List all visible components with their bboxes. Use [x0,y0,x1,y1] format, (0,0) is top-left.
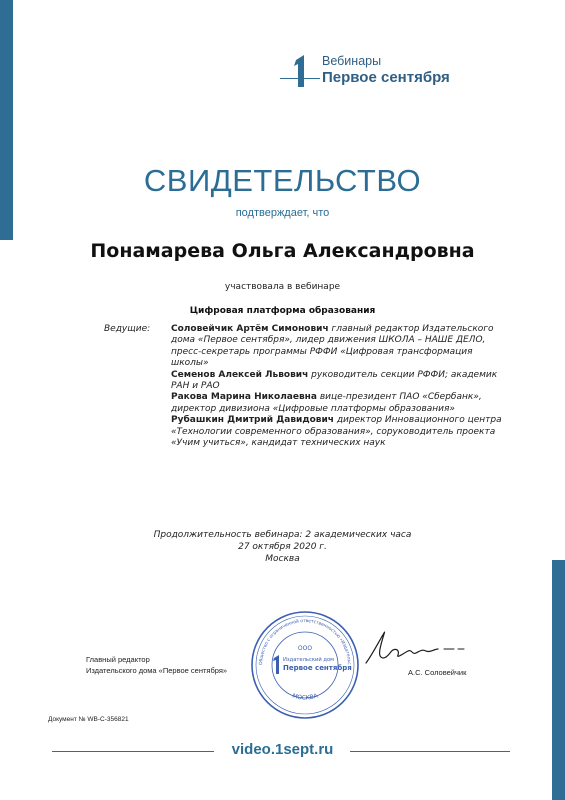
seal-center-small: ООО [297,645,313,652]
host-name: Соловейчик Артём Симонович [171,324,329,334]
host-item [171,392,511,415]
editor-title [86,654,227,676]
signer-name: А.С. Соловейчик [408,668,467,677]
logo-line1: Вебинары [322,54,382,68]
editor-line2: Издательского дома «Первое сентября» [86,666,228,675]
webinar-title: Цифровая платформа образования [189,306,376,316]
host-description: руководитель секции РФФИ; академик РАН и РАО [171,369,498,392]
webinar-details [0,529,565,565]
host-name: Ракова Марина Николаевна [171,392,317,403]
certificate-title: СВИДЕТЕЛЬСТВО [143,163,422,198]
footer-site-link[interactable]: video.1sept.ru [231,741,334,758]
right-accent-bar [552,560,565,800]
left-accent-bar [0,0,13,240]
seal-one-icon [273,655,279,674]
participation-text: участвовала в вебинаре [224,282,341,292]
city-text: Москва [265,554,300,564]
host-description: главный редактор Издательского дома «Первое сентября», лидер движения ШКОЛА – НАШЕ ДЕЛО, пресс-секретарь программы РФФИ «Цифровая трансформация школы» [171,324,494,369]
host-name: Рубашкин Дмитрий Давидович [171,415,334,426]
editor-line1: Главный редактор [86,655,150,664]
logo-one-icon [292,54,310,88]
duration-text: Продолжительность вебинара: 2 академических часа [153,530,412,540]
host-item [171,415,511,449]
host-description: вице-президент ПАО «Сбербанк», директор дивизиона «Цифровые платформы образования» [171,392,482,414]
host-item [171,324,511,370]
host-name: Семенов Алексей Львович [171,369,309,380]
logo-rule-left [280,78,320,79]
recipient-name: Понамарева Ольга Александровна [90,240,475,262]
date-text: 27 октября 2020 г. [238,542,327,552]
publisher-seal [250,610,360,720]
document-number: Документ № WB-С-356821 [48,716,129,723]
certificate-subtitle: подтверждает, что [235,207,330,219]
hosts-label: Ведущие: [104,324,151,334]
host-description: директор Инновационного центра «Технологии современного образования», соруководитель проекта «Учим учиться», кандидат технических наук [171,415,502,449]
seal-center-line1: Издательский дом [283,657,335,663]
webinars-logo [290,48,490,98]
seal-bottom-text: МОСКВА [291,692,319,702]
host-item [171,370,511,393]
logo-line2: Первое сентября [322,69,450,86]
hosts-list [171,324,511,449]
svg-text:МОСКВА [291,692,319,701]
seal-center-line2: Первое сентября [283,664,352,672]
signature-image [360,625,480,670]
seal-top-text: Общество с ограниченной ответственностью «Издательс [258,619,352,666]
